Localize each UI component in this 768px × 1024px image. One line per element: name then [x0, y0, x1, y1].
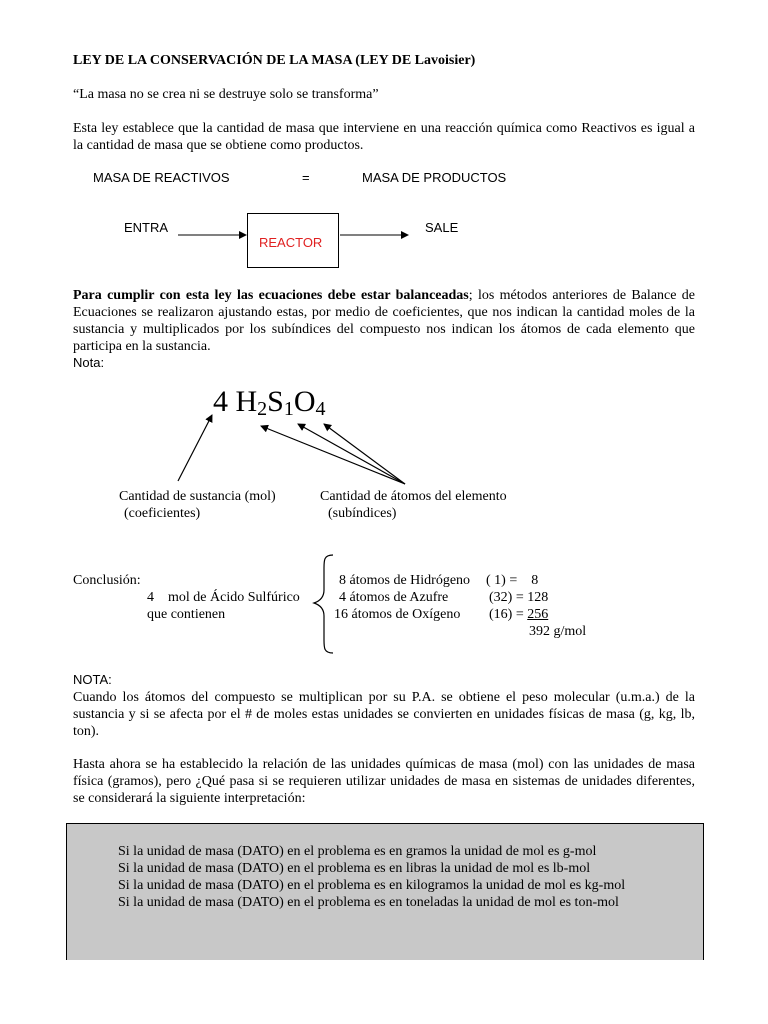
- equation-equals: =: [302, 170, 310, 185]
- subscript-sublabel: (subíndices): [328, 506, 397, 521]
- note-label: Nota:: [73, 355, 105, 370]
- reactor-label: REACTOR: [259, 235, 323, 250]
- conclusion-calc-oxygen-value: 256: [527, 607, 549, 622]
- nota-label: NOTA:: [73, 672, 112, 687]
- page-title: LEY DE LA CONSERVACIÓN DE LA MASA (LEY DE Lavoisier): [73, 53, 476, 68]
- conclusion-item-hydrogen: 8 átomos de Hidrógeno: [339, 573, 471, 588]
- nota-paragraph: Cuando los átomos del compuesto se multiplican por su P.A. se obtiene el peso molecular (u.m.a.) de la sustancia y si se afecta por el # de moles estas unidades se convierten en unidades físicas de masa (g, kg, lb, ton).: [73, 690, 695, 739]
- equation-right: MASA DE PRODUCTOS: [362, 170, 507, 185]
- diagram-input-label: ENTRA: [124, 220, 169, 235]
- formula: [213, 384, 326, 427]
- conclusion-moles: 4 mol de Ácido Sulfúrico: [147, 590, 300, 605]
- coefficient-label: Cantidad de sustancia (mol): [119, 489, 276, 504]
- formula-subscript-o: 4: [315, 398, 326, 420]
- conclusion-item-oxygen: 16 átomos de Oxígeno: [334, 607, 461, 622]
- quote: “La masa no se crea ni se destruye solo se transforma”: [73, 87, 379, 102]
- conclusion-calc-sulfur: (32) = 128: [489, 590, 549, 605]
- formula-subscript-s: 1: [283, 398, 294, 420]
- units-line-pounds: Si la unidad de masa (DATO) en el problema es en libras la unidad de mol es lb-mol: [118, 861, 591, 876]
- formula-element-h: H: [235, 385, 258, 418]
- subscript-arrow-o: [324, 424, 405, 484]
- conclusion-item-sulfur: 4 átomos de Azufre: [339, 590, 449, 605]
- units-line-kilograms: Si la unidad de masa (DATO) en el problema es en kilogramos la unidad de mol es kg-mol: [118, 878, 626, 893]
- equation-left: MASA DE REACTIVOS: [93, 170, 230, 185]
- conclusion-calc-oxygen-prefix: (16) =: [489, 607, 528, 622]
- diagram-output-label: SALE: [425, 220, 459, 235]
- closing-paragraph: Hasta ahora se ha establecido la relación de las unidades químicas de masa (mol) con las unidades de masa física (gramos), pero ¿Qué pasa si se requieren utilizar unidades de masa en sistemas de unidades diferentes, se considerará la siguiente interpretación:: [73, 757, 695, 806]
- intro-paragraph: Esta ley establece que la cantidad de masa que interviene en una reacción química como Reactivos es igual a la cantidad de masa que se obtiene como productos.: [73, 121, 695, 153]
- subscript-label: Cantidad de átomos del elemento: [320, 489, 507, 504]
- subscript-arrow-h: [261, 426, 405, 484]
- conclusion-label: Conclusión:: [73, 573, 141, 588]
- formula-element-s: S: [267, 385, 284, 418]
- conclusion-contain: que contienen: [147, 607, 226, 622]
- coefficient-arrow: [178, 415, 212, 481]
- conclusion-calc-oxygen: [489, 606, 548, 623]
- units-line-tons: Si la unidad de masa (DATO) en el problema es en toneladas la unidad de mol es ton-mol: [118, 895, 619, 910]
- units-line-grams: Si la unidad de masa (DATO) en el problema es en gramos la unidad de mol es g-mol: [118, 844, 597, 859]
- conclusion-total: 392 g/mol: [529, 624, 587, 639]
- balance-paragraph: [73, 287, 695, 355]
- conclusion-brace: [314, 555, 333, 653]
- conclusion-calc-hydrogen: ( 1) = 8: [486, 573, 539, 588]
- coefficient-sublabel: (coeficientes): [124, 506, 201, 521]
- balance-paragraph-bold: Para cumplir con esta ley las ecuaciones debe estar balanceadas: [73, 288, 469, 303]
- formula-coefficient: 4: [213, 385, 228, 418]
- balance-paragraph-rest: ; los métodos anteriores de Balance de Ecuaciones se realizaron ajustando estas, por medio de coeficientes, que nos indican la cantidad moles de la sustancia y multiplicados por los subíndices del compuesto nos indican los átomos de cada elemento que participa en la sustancia.: [73, 288, 695, 354]
- formula-element-o: O: [293, 385, 316, 418]
- formula-subscript-h: 2: [257, 398, 268, 420]
- subscript-arrow-s: [298, 424, 405, 484]
